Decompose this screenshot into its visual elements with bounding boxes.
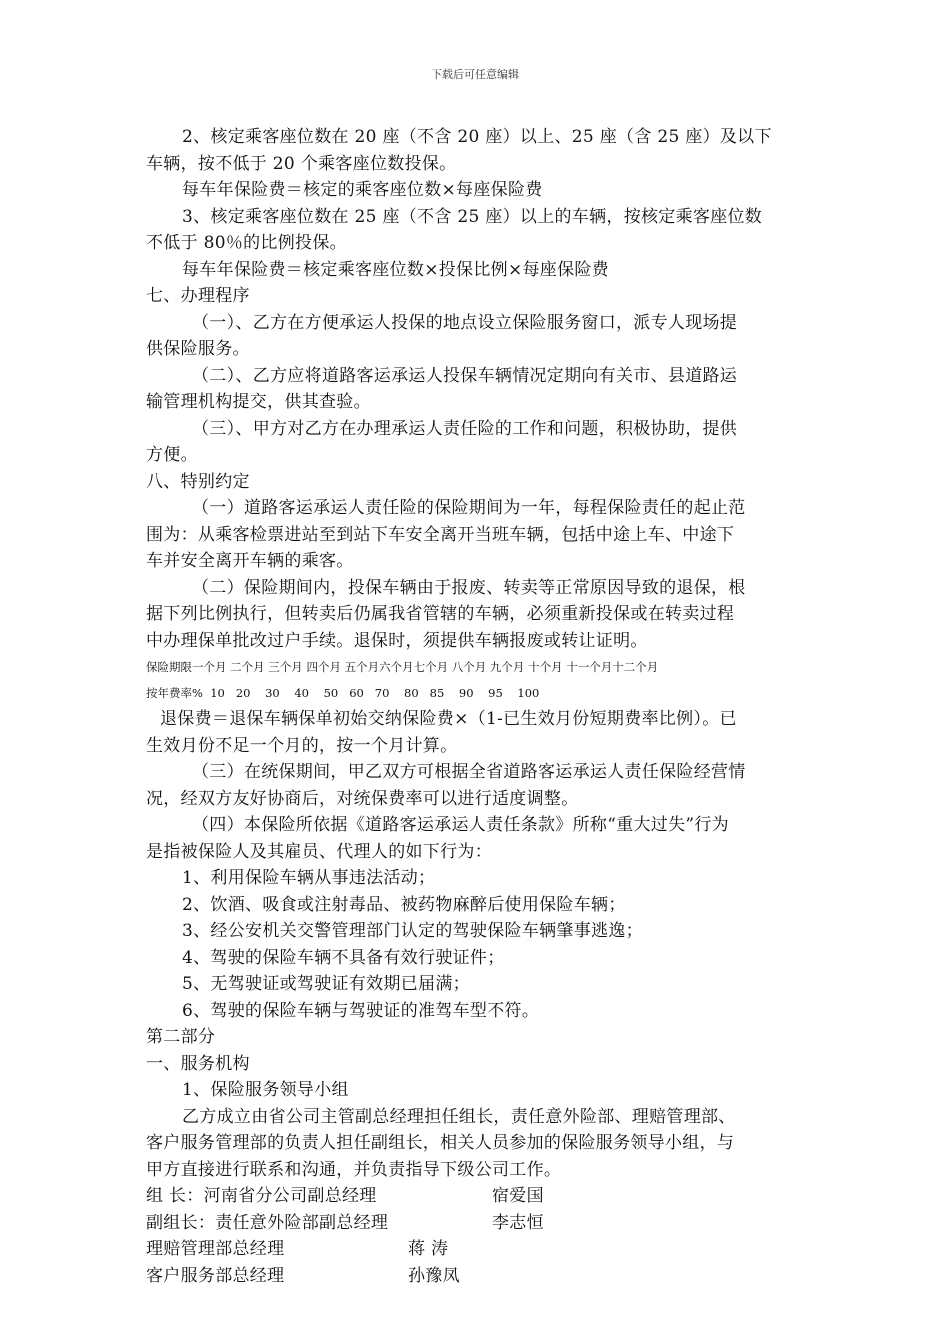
text-line: 中办理保单批改过户手续。退保时，须提供车辆报废或转让证明。 [146, 630, 648, 651]
document-body [146, 124, 808, 1289]
text-line: （一）、乙方在方便承运人投保的地点设立保险服务窗口，派专人现场提 [192, 312, 738, 333]
text-line: 5、无驾驶证或驾驶证有效期已届满； [182, 974, 470, 994]
text-line: 4、驾驶的保险车辆不具备有效行驶证件； [182, 947, 505, 968]
text-line: 第二部分 [146, 1027, 216, 1047]
text-line: 退保费＝退保车辆保单初始交纳保险费×（1-已生效月份短期费率比例）。已 [160, 709, 737, 729]
text-line: 1、利用保险车辆从事违法活动； [182, 868, 436, 888]
refund-period-row: 保险期限一个月 二个月 三个月 四个月 五个月六个月七个月 八个月 九个月 十个月 十一个月十二个月 [146, 660, 659, 674]
text-line: 3、核定乘客座位数在 25 座（不含 25 座）以上的车辆，按核定乘客座位数 [182, 206, 763, 227]
text-line: 是指被保险人及其雇员、代理人的如下行为： [146, 841, 492, 862]
text-line: （二）、乙方应将道路客运承运人投保车辆情况定期向有关市、县道路运 [192, 365, 738, 386]
roster-role: 副组长：责任意外险部副总经理 [146, 1212, 389, 1233]
text-line: 七、办理程序 [146, 286, 250, 306]
text-line: 2、核定乘客座位数在 20 座（不含 20 座）以上、25 座（含 25 座）及以下 [182, 127, 772, 147]
text-line: 每车年保险费＝核定的乘客座位数×每座保险费 [182, 180, 543, 200]
paragraph-block-1 [146, 124, 808, 654]
text-line: 况，经双方友好协商后，对统保费率可以进行适度调整。 [146, 788, 579, 809]
refund-rate-row: 按年费率% 10 20 30 40 50 60 70 80 85 90 95 100 [146, 686, 540, 700]
text-line: 甲方直接进行联系和沟通，并负责指导下级公司工作。 [146, 1159, 562, 1180]
text-line: 车辆，按不低于 20 个乘客座位数投保。 [146, 153, 457, 174]
text-line: （二）保险期间内，投保车辆由于报废、转卖等正常原因导致的退保，根 [192, 577, 746, 598]
text-line: （三）在统保期间，甲乙双方可根据全省道路客运承运人责任保险经营情 [192, 762, 746, 782]
text-line: 6、驾驶的保险车辆与驾驶证的准驾车型不符。 [182, 1000, 540, 1021]
text-line: 乙方成立由省公司主管副总经理担任组长，责任意外险部、理赔管理部、 [182, 1106, 736, 1127]
text-line: （四）本保险所依据《道路客运承运人责任条款》所称“重大过失”行为 [192, 815, 729, 835]
roster-name: 宿爱国 [492, 1186, 544, 1206]
roster-role: 组 长：河南省分公司副总经理 [146, 1186, 377, 1206]
page-header: 下载后可任意编辑 [431, 68, 519, 81]
roster-row [146, 1210, 808, 1237]
roster-name: 李志恒 [492, 1212, 544, 1233]
text-line: 2、饮酒、吸食或注射毒品、被药物麻醉后使用保险车辆； [182, 894, 626, 915]
roster-role: 理赔管理部总经理 [146, 1239, 285, 1259]
roster-row [146, 1183, 808, 1210]
text-line: 每车年保险费＝核定乘客座位数×投保比例×每座保险费 [182, 259, 609, 280]
text-line: 客户服务管理部的负责人担任副组长，相关人员参加的保险服务领导小组，与 [146, 1133, 735, 1153]
text-line: 不低于 80％的比例投保。 [146, 233, 347, 253]
leadership-roster [146, 1183, 808, 1289]
text-line: 车并安全离开车辆的乘客。 [146, 551, 354, 571]
roster-row [146, 1263, 808, 1290]
text-line: 据下列比例执行，但转卖后仍属我省管辖的车辆，必须重新投保或在转卖过程 [146, 604, 735, 624]
text-line: （三）、甲方对乙方在办理承运人责任险的工作和问题，积极协助，提供 [192, 418, 738, 439]
text-line: （一）道路客运承运人责任险的保险期间为一年，每程保险责任的起止范 [192, 498, 746, 518]
paragraph-block-2 [146, 706, 808, 1183]
roster-role: 客户服务部总经理 [146, 1265, 285, 1286]
roster-name: 蒋 涛 [408, 1239, 449, 1259]
text-line: 一、服务机构 [146, 1053, 250, 1074]
text-line: 八、特别约定 [146, 471, 250, 492]
text-line: 方便。 [146, 445, 198, 465]
text-line: 输管理机构提交，供其查验。 [146, 392, 371, 412]
roster-row [146, 1236, 808, 1263]
text-line: 供保险服务。 [146, 339, 250, 359]
roster-name: 孙豫凤 [408, 1265, 460, 1286]
text-line: 围为：从乘客检票进站至到站下车安全离开当班车辆，包括中途上车、中途下 [146, 524, 735, 545]
text-line: 生效月份不足一个月的，按一个月计算。 [146, 735, 458, 756]
text-line: 1、保险服务领导小组 [182, 1080, 349, 1100]
text-line: 3、经公安机关交警管理部门认定的驾驶保险车辆肇事逃逸； [182, 921, 643, 941]
